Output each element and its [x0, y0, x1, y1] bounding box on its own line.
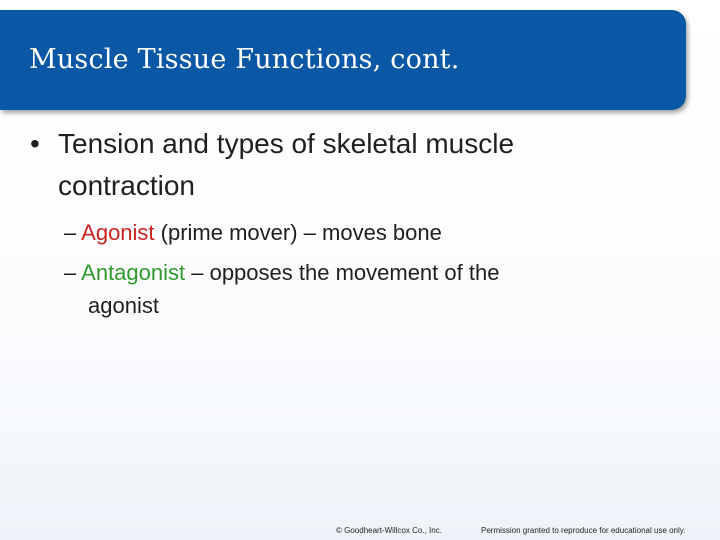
agonist-term: Agonist [81, 220, 155, 245]
antagonist-description-line-2: agonist [88, 293, 159, 318]
footer-copyright: © Goodheart-Willcox Co., Inc. [336, 526, 442, 535]
footer-permission: Permission granted to reproduce for educational use only. [481, 526, 686, 535]
antagonist-description: – opposes the movement of the [185, 260, 500, 285]
bullet-marker: • [30, 128, 40, 159]
bullet-text-line-1: Tension and types of skeletal muscle [58, 128, 515, 159]
agonist-description: (prime mover) – moves bone [154, 220, 442, 245]
bullet-text-line-2: contraction [58, 170, 195, 201]
slide-title: Muscle Tissue Functions, cont. [29, 44, 460, 75]
sub-bullet-antagonist [64, 260, 499, 286]
sub-bullet-agonist [64, 220, 442, 246]
antagonist-term: Antagonist [81, 260, 186, 285]
sub-bullet-dash: – [64, 260, 77, 285]
sub-bullet-dash: – [64, 220, 77, 245]
